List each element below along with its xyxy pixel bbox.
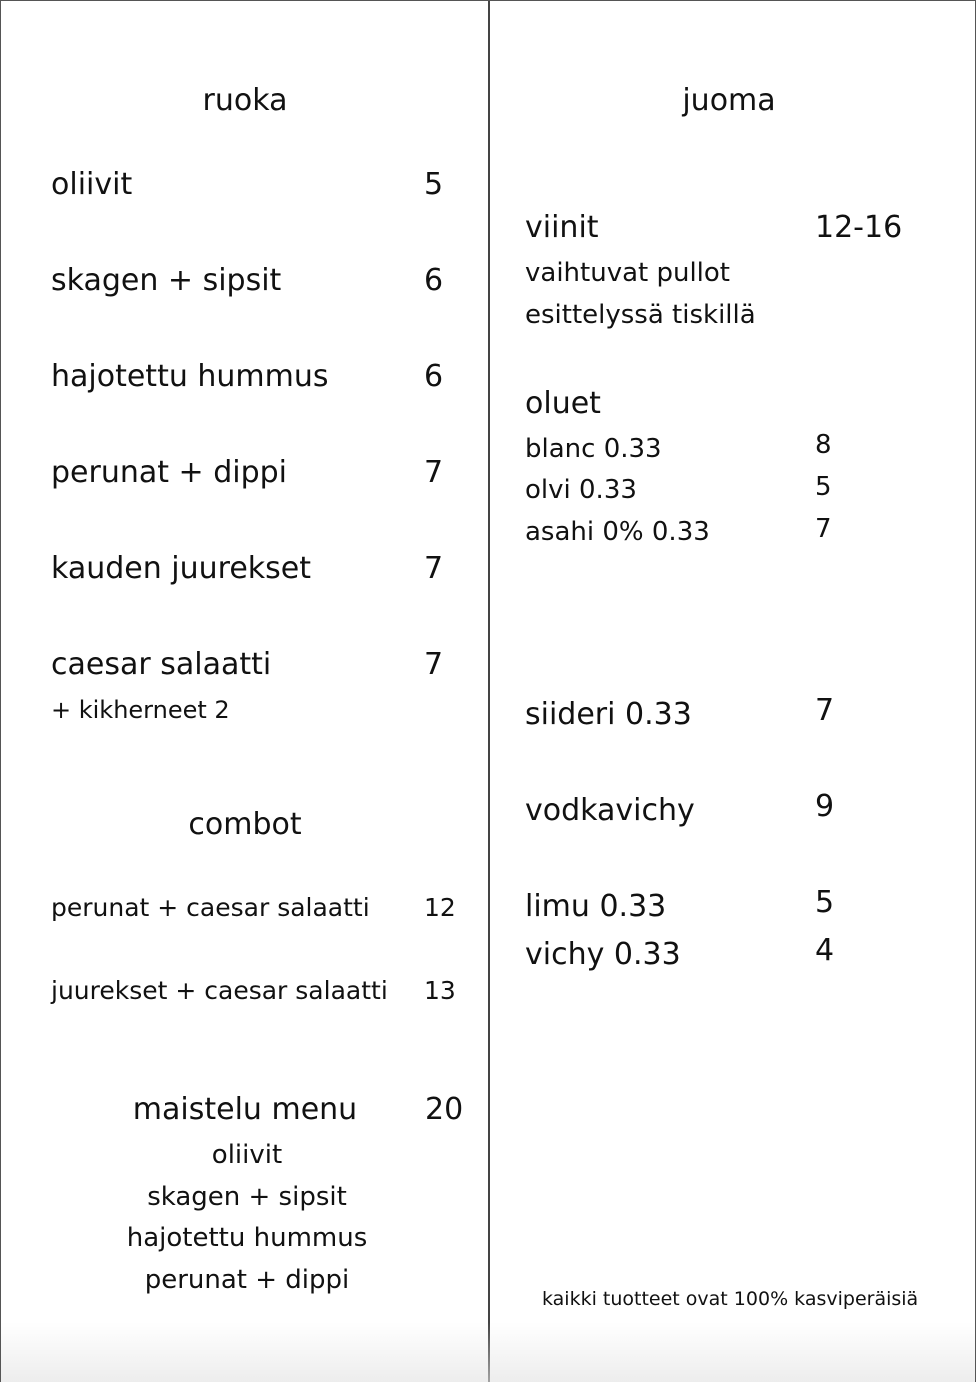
beer-heading: oluet	[525, 386, 601, 421]
drink-item-name: vichy 0.33	[525, 937, 681, 972]
food-item-price: 6	[424, 359, 444, 394]
food-item-name: caesar salaatti	[51, 647, 272, 682]
food-heading: ruoka	[202, 83, 288, 118]
column-divider	[488, 1, 490, 1382]
wine-price: 12-16	[815, 210, 903, 245]
combo-item-name: perunat + caesar salaatti	[51, 893, 370, 922]
combo-item-price: 12	[424, 893, 456, 922]
drink-item-name: vodkavichy	[525, 793, 695, 828]
food-item-name: skagen + sipsit	[51, 263, 282, 298]
beer-item-price: 7	[815, 514, 832, 544]
beer-item-price: 5	[815, 472, 832, 502]
tasting-menu-price: 20	[425, 1092, 464, 1127]
beer-item-price: 8	[815, 430, 832, 460]
food-item-name: kauden juurekset	[51, 551, 312, 586]
drinks-heading: juoma	[682, 83, 776, 118]
drink-item-name: siideri 0.33	[525, 697, 692, 732]
tasting-menu-item: oliivit	[211, 1140, 283, 1170]
tasting-menu-item: perunat + dippi	[144, 1265, 350, 1295]
tasting-menu-item: skagen + sipsit	[147, 1182, 347, 1212]
wine-note: esittelyssä tiskillä	[525, 300, 756, 330]
combo-item-price: 13	[424, 976, 456, 1005]
drink-item-price: 7	[815, 693, 835, 728]
food-item-price: 5	[424, 167, 444, 202]
food-item-name: hajotettu hummus	[51, 359, 329, 394]
beer-item-name: asahi 0% 0.33	[525, 517, 710, 547]
drink-item-price: 5	[815, 885, 835, 920]
food-item-name: perunat + dippi	[51, 455, 288, 490]
drink-item-price: 9	[815, 789, 835, 824]
wine-name: viinit	[525, 210, 599, 245]
footer-note: kaikki tuotteet ovat 100% kasviperäisiä	[542, 1288, 919, 1310]
food-item-name: oliivit	[51, 167, 133, 202]
food-item-price: 7	[424, 647, 444, 682]
tasting-menu-item: hajotettu hummus	[126, 1223, 368, 1253]
food-item-note: + kikherneet 2	[51, 696, 230, 724]
wine-note: vaihtuvat pullot	[525, 258, 731, 288]
beer-item-name: olvi 0.33	[525, 475, 637, 505]
food-item-price: 7	[424, 551, 444, 586]
drink-item-name: limu 0.33	[525, 889, 667, 924]
beer-item-name: blanc 0.33	[525, 434, 662, 464]
drink-item-price: 4	[815, 933, 835, 968]
combos-heading: combot	[188, 807, 302, 842]
food-item-price: 7	[424, 455, 444, 490]
tasting-menu-title: maistelu menu	[132, 1092, 358, 1127]
food-item-price: 6	[424, 263, 444, 298]
combo-item-name: juurekset + caesar salaatti	[51, 976, 388, 1005]
